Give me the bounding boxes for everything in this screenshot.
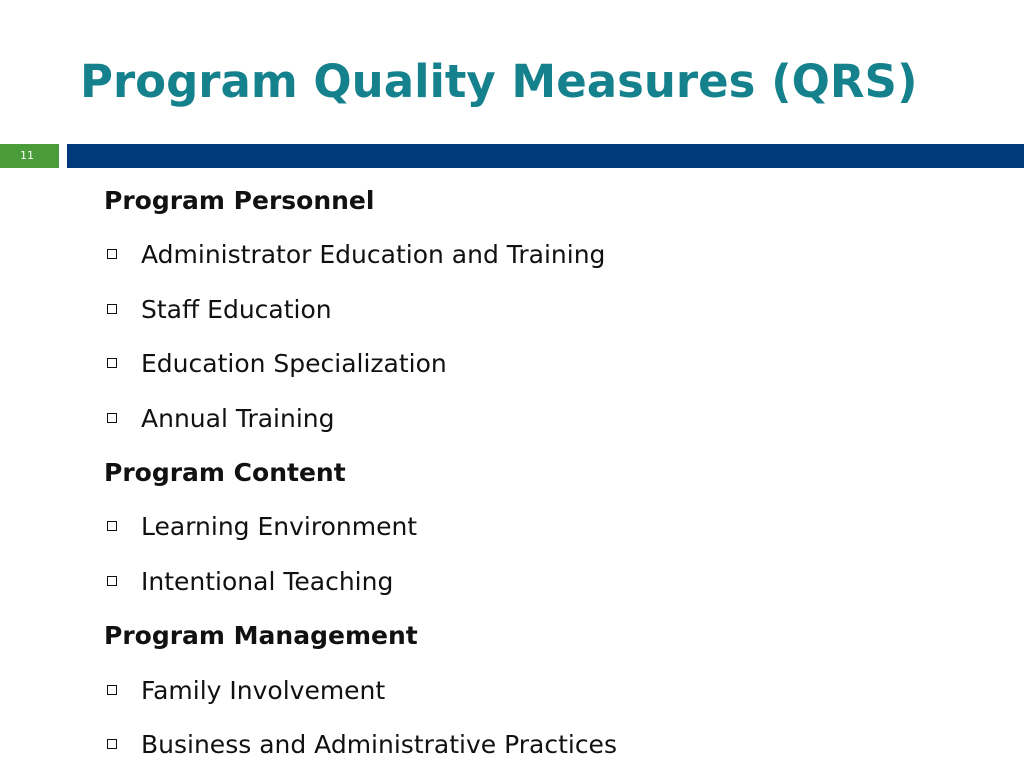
list-item-text: Family Involvement — [141, 675, 386, 705]
slide-title: Program Quality Measures (QRS) — [80, 55, 918, 108]
section-heading-management: Program Management — [104, 621, 418, 651]
list-item-text: Learning Environment — [141, 512, 418, 542]
square-bullet-icon — [107, 249, 117, 259]
section-heading-content: Program Content — [104, 457, 346, 487]
square-bullet-icon — [107, 685, 117, 695]
square-bullet-icon — [107, 413, 117, 423]
list-item — [104, 337, 984, 391]
list-item — [104, 555, 984, 609]
square-bullet-icon — [107, 521, 117, 531]
list-item-text: Intentional Teaching — [141, 566, 394, 596]
slide-body-list — [104, 174, 984, 768]
section-heading-personnel: Program Personnel — [104, 186, 375, 215]
header-divider-band — [67, 144, 1024, 168]
list-item — [104, 500, 984, 554]
list-item-text: Administrator Education and Training — [141, 240, 606, 270]
slide-number-badge: 11 — [0, 144, 59, 168]
square-bullet-icon — [107, 304, 117, 314]
list-item — [104, 228, 984, 282]
square-bullet-icon — [107, 739, 117, 749]
list-item — [104, 664, 984, 718]
list-item-text: Staff Education — [141, 294, 332, 324]
list-item — [104, 392, 984, 446]
list-item-text: Annual Training — [141, 403, 335, 433]
list-item-text: Education Specialization — [141, 349, 447, 379]
square-bullet-icon — [107, 358, 117, 368]
list-item — [104, 283, 984, 337]
list-item-text: Business and Administrative Practices — [141, 729, 617, 759]
list-item — [104, 718, 984, 768]
square-bullet-icon — [107, 576, 117, 586]
